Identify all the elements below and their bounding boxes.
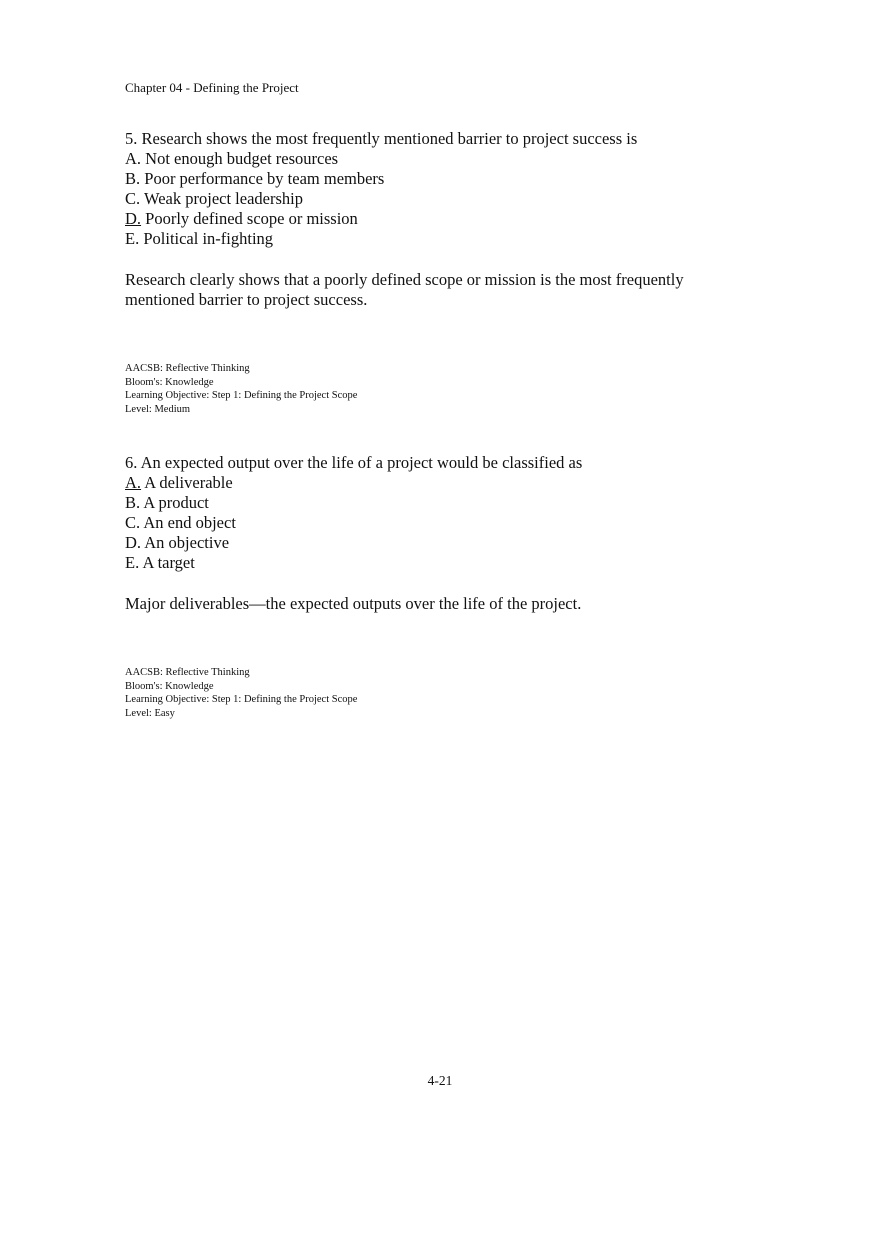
option-text: Poor performance by team members [144,169,385,188]
chapter-header: Chapter 04 - Defining the Project [125,80,299,95]
question-stem: 6. An expected output over the life of a project would be classified as [125,453,583,472]
aacsb-tag: AACSB: Reflective Thinking [125,363,250,374]
question-stem: 5. Research shows the most frequently mentioned barrier to project success is [125,129,638,148]
level-tag: Level: Easy [125,707,175,719]
question-metadata [125,666,357,720]
correct-answer-letter: D. [125,209,142,228]
option-text: An objective [144,533,230,552]
answer-explanation: Major deliverables—the expected outputs over the life of the project. [125,594,582,613]
answer-option-c [125,513,765,533]
correct-answer-letter: A. [125,473,142,492]
option-text: A deliverable [144,473,233,492]
answer-option-e [125,553,765,573]
question-6 [125,453,765,573]
answer-option-d [125,533,765,553]
option-text: Political in-fighting [143,229,274,248]
question-5 [125,129,765,249]
option-text: A product [143,493,209,512]
option-letter: E. [125,229,140,248]
learning-objective-tag: Learning Objective: Step 1: Defining the Project Scope [125,390,358,401]
answer-option-e [125,229,765,249]
blooms-tag: Bloom's: Knowledge [125,680,214,692]
option-letter: B. [125,493,141,512]
option-text: An end object [143,513,236,532]
answer-option-c [125,189,765,209]
answer-option-a [125,149,765,169]
option-text: Poorly defined scope or mission [145,209,358,228]
answer-explanation: Research clearly shows that a poorly defined scope or mission is the most frequently mentioned barrier to project success. [125,270,684,309]
learning-objective-tag: Learning Objective: Step 1: Defining the Project Scope [125,694,358,705]
option-text: Weak project leadership [143,189,303,208]
option-letter: C. [125,513,141,532]
answer-option-a [125,473,765,493]
answer-option-d [125,209,765,229]
option-letter: A. [125,149,142,168]
blooms-tag: Bloom's: Knowledge [125,376,214,388]
aacsb-tag: AACSB: Reflective Thinking [125,667,250,678]
option-letter: D. [125,533,142,552]
question-metadata [125,362,357,416]
answer-option-b [125,493,765,513]
page-number: 4-21 [427,1073,453,1088]
option-text: A target [142,553,195,572]
option-text: Not enough budget resources [145,149,339,168]
option-letter: E. [125,553,140,572]
option-letter: C. [125,189,141,208]
answer-option-b [125,169,765,189]
option-letter: B. [125,169,141,188]
level-tag: Level: Medium [125,403,191,415]
